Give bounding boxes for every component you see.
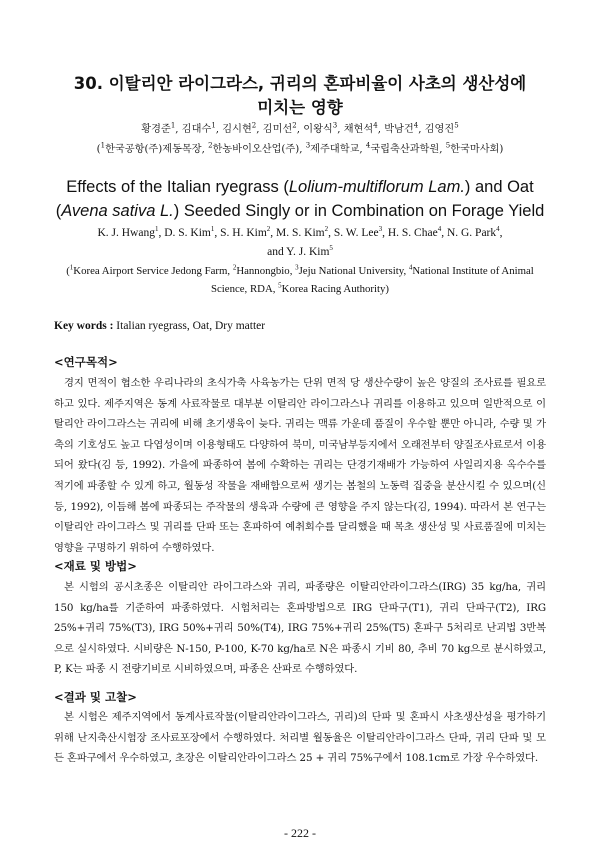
english-affiliation-text: Korea Racing Authority) [281, 283, 389, 295]
korean-affiliation-text: 국립축산과학원, [370, 144, 446, 155]
korean-author-separator: , [296, 124, 304, 135]
english-author-name: M. S. Kim [276, 227, 325, 239]
korean-affiliation-text: 한국공항(주)제동목장, [105, 144, 209, 155]
english-author-sup: 4 [496, 225, 500, 234]
english-authors [40, 224, 560, 262]
english-author-separator: , [328, 227, 334, 239]
korean-author-name: 황경준 [141, 124, 171, 135]
english-title-line-2 [40, 199, 560, 223]
english-title-line-1 [40, 175, 560, 199]
korean-author-sup: 2 [251, 121, 257, 130]
english-author-name: N. G. Park [446, 227, 497, 239]
english-affiliation-sup: 5 [278, 281, 282, 290]
paren: ( [96, 144, 101, 155]
english-author-list [40, 224, 560, 243]
korean-title-line-2: 미치는 영향 [257, 98, 343, 117]
english-author-separator: , [158, 227, 165, 239]
scientific-name-ryegrass: Lolium-multiflorum Lam. [288, 178, 465, 196]
korean-affiliation-sup: 1 [100, 141, 106, 150]
korean-affiliation-sup: 3 [305, 141, 311, 150]
english-affiliation-text: Jeju National University, [298, 265, 409, 277]
section-body-results: 본 시험은 제주지역에서 동계사료작물(이탈리안라이그라스, 귀리)의 단파 및 혼파시 사초생산성을 평가하기 위해 난지축산시험장 조사료포장에서 수행하였다. 처리별 월동율은 이탈리안라이그라스 단파, 귀리 단파 및 모든 혼파구에서 우수하였고, 초장은 이탈리안라이그라스 25 + 귀리 75%구에서 108.1cm로 가장 우수하였다. [54, 711, 546, 765]
english-author-name: D. S. Kim [164, 227, 211, 239]
english-title [40, 175, 560, 223]
page-number: - 222 - [284, 826, 316, 840]
english-affiliation-sup: 2 [232, 263, 237, 272]
english-affiliation-text: National Institute of Animal [412, 265, 534, 277]
english-author-separator: , [499, 227, 503, 239]
keywords-value: Italian ryegrass, Oat, Dry matter [116, 320, 266, 332]
keywords-label: Key words : [54, 320, 114, 332]
scientific-name-oat: Avena sativa L. [61, 202, 174, 220]
korean-title [40, 72, 560, 120]
korean-affiliation-text: 한농바이오산업(주), [212, 144, 306, 155]
english-author-name: H. S. Chae [387, 227, 438, 239]
section-heading-purpose: <연구목적> [54, 355, 118, 369]
section-heading-results: <결과 및 고찰> [54, 690, 137, 704]
english-affiliation-sup: 4 [408, 263, 413, 272]
korean-author-separator: , [175, 124, 182, 135]
korean-author-sup: 4 [373, 121, 378, 130]
english-author-separator: , [382, 227, 388, 239]
english-author-name: S. W. Lee [333, 227, 379, 239]
korean-author-name: 김시현 [222, 124, 252, 135]
english-author-sup: 2 [266, 225, 271, 234]
english-affiliation-text: Hannongbio, [236, 265, 296, 277]
english-affiliation-sup: 1 [69, 263, 74, 272]
korean-affiliation-sup: 5 [445, 141, 451, 150]
english-author-separator: , [214, 227, 221, 239]
korean-author-sup: 2 [292, 121, 297, 130]
korean-author-separator: , [418, 124, 425, 135]
english-author-and: and [267, 246, 287, 258]
korean-author-sup: 4 [413, 121, 419, 130]
korean-author-name: 김대수 [181, 124, 212, 135]
english-author-sup: 1 [210, 225, 215, 234]
english-affiliations [40, 262, 560, 298]
korean-affiliation-text: 제주대학교, [310, 144, 366, 155]
korean-author-separator: , [377, 124, 385, 135]
korean-author-sup: 1 [170, 121, 176, 130]
english-author-sup: 4 [437, 225, 442, 234]
korean-affiliation-sup: 2 [208, 141, 213, 150]
english-author-name: Y. J. Kim [286, 246, 330, 258]
english-author-sup: 1 [154, 225, 159, 234]
korean-author-name: 박남건 [384, 124, 414, 135]
english-affiliations-line-1 [40, 262, 560, 280]
english-author-last [40, 243, 560, 262]
korean-author-name: 채현석 [343, 124, 374, 135]
english-affiliations-line-2 [40, 280, 560, 298]
korean-author-list [30, 120, 570, 140]
korean-author-sup: 3 [332, 121, 338, 130]
english-author-separator: , [270, 227, 277, 239]
section-body-purpose: 경지 면적이 협소한 우리나라의 초식가축 사육농가는 단위 면적 당 생산수량이 높은 양질의 조사료를 필요로 하고 있다. 제주지역은 동계 사료작물로 대부분 이탈리안 라이그라스나 귀리를 이용하고 있으며 일반적으로 이탈리안 라이그라스는 귀리에 비해 초기생육이 늦다. 귀리는 맥류 가운데 품질이 우수할 뿐만 아니라, 수량 및 가축의 기호성도 높고 다엽성이며 이용형태도 다양하여 북미, 미국남부등지에서 오래전부터 양질조사료로서 이용되어 왔다(김 등, 1992). 가을에 파종하여 봄에 수확하는 귀리는 단경기재배가 가능하여 사일리지용 옥수수를 적기에 파종할 수 있게 하고, 월동성 작물을 재배함으로써 생기는 봄철의 노동력 집중을 분산시킬 수 있으며(신 등, 1992), 이듬해 봄에 파종되는 주작물의 생육과 수량에 큰 영향을 주지 않는다(김, 1994). 따라서 본 연구는 이탈리안 라이그라스 및 귀리를 단파 또는 혼파하여 예취회수를 달리했을 때 목초 생산성 및 사료품질에 미치는 영향을 구명하기 위하여 수행하였다. [54, 377, 546, 554]
english-author-sup: 2 [324, 225, 329, 234]
english-author-name: K. J. Hwang [97, 227, 155, 239]
korean-affiliation-sup: 4 [365, 141, 371, 150]
keywords [54, 320, 265, 332]
korean-author-name: 김영진 [424, 124, 455, 135]
section-body-methods: 본 시험의 공시초종은 이탈리안 라이그라스와 귀리, 파종량은 이탈리안라이그라스(IRG) 35 kg/ha, 귀리 150 kg/ha를 기준하여 파종하였다. 시험처리는 혼파방법으로 IRG 단파구(T1), 귀리 단파구(T2), IRG 25%+귀리 75%(T3), IRG 50%+귀리 50%(T4), IRG 75%+귀리 25%(T5) 혼파구 5처리로 난괴법 3반복으로 실시하였다. 시비량은 N-150, P-100, K-70 kg/ha로 N은 파종시 기비 80, 추비 70 kg으로 분시하였고, P, K는 파종 시 전량기비로 시비하였으며, 파종은 산파로 수행하였다. [54, 581, 546, 676]
english-title-text-4: ) Seeded Singly or in Combination on Forage Yield [173, 202, 545, 220]
english-affiliation-text: Science, RDA, [210, 283, 279, 295]
korean-author-name: 이왕식 [303, 124, 333, 135]
english-author-separator: , [441, 227, 447, 239]
english-title-text-1: Effects of the Italian ryegrass ( [66, 178, 289, 196]
english-affiliation-text: Korea Airport Service Jedong Farm, [73, 265, 233, 277]
korean-author-sup: 5 [454, 121, 459, 130]
korean-author-name: 김미선 [262, 124, 293, 135]
korean-author-separator: , [215, 124, 223, 135]
korean-authors [30, 120, 570, 160]
paren: ( [66, 265, 70, 277]
english-author-name: S. H. Kim [220, 227, 267, 239]
korean-affiliation-text: 한국마사회 [450, 144, 500, 155]
paren: ) [499, 144, 504, 155]
english-affiliation-sup: 3 [295, 263, 299, 272]
korean-affiliations [30, 140, 570, 160]
english-title-text-2: ) and Oat [464, 178, 534, 196]
english-title-text-3: ( [55, 202, 62, 220]
english-author-sup: 5 [329, 244, 333, 253]
korean-author-separator: , [337, 124, 344, 135]
section-heading-methods: <재료 및 방법> [54, 559, 137, 573]
english-author-sup: 3 [378, 225, 383, 234]
korean-author-sup: 1 [211, 121, 216, 130]
korean-author-separator: , [256, 124, 263, 135]
korean-title-line-1: 30. 이탈리안 라이그라스, 귀리의 혼파비율이 사초의 생산성에 [73, 74, 527, 93]
